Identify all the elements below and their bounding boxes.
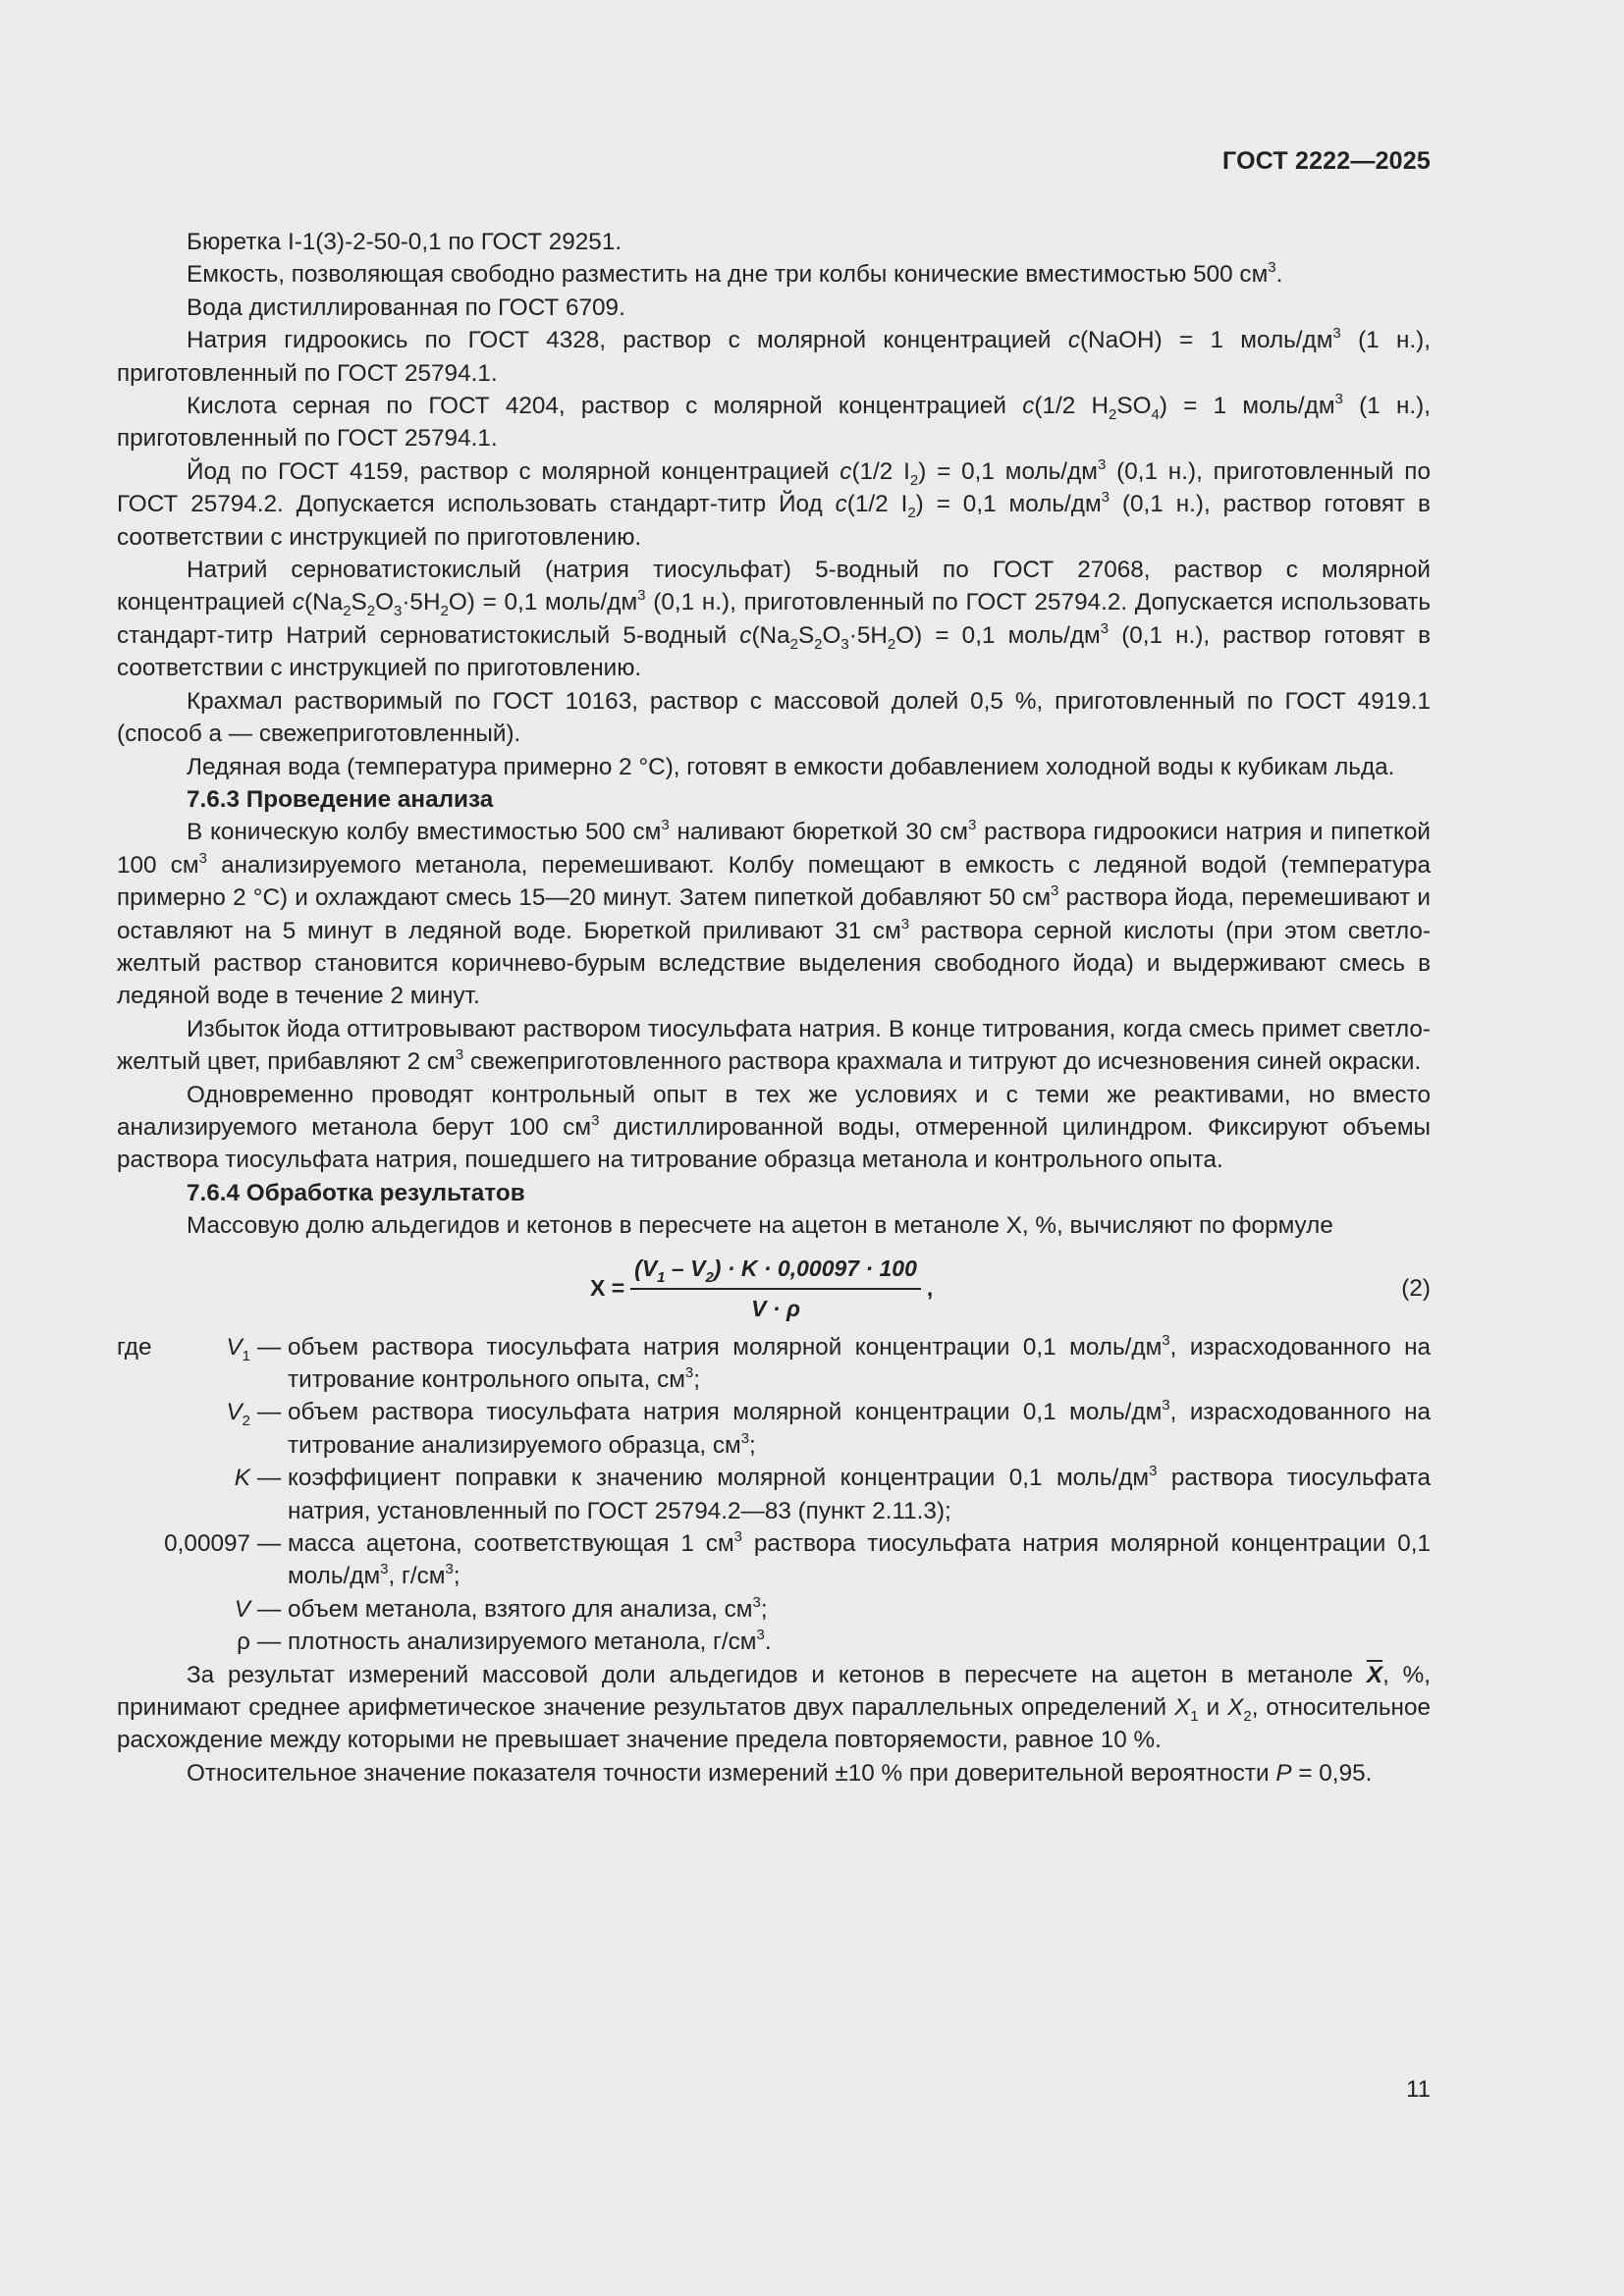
paragraph-accuracy: Относительное значение показателя точности измерений ±10 % при доверительной вероятности P = 0,95. (187, 1759, 1373, 1787)
paragraph-formula-intro: Массовую долю альдегидов и кетонов в пересчете на ацетон в метаноле Х, %, вычисляют по формуле (187, 1212, 1333, 1240)
paragraph-iodine: Йод по ГОСТ 4159, раствор с молярной концентрацией c(1/2 $I_2) = 0,1$ моль/$дм^3$ (0,1 н.), приготовленный по ГОСТ 25794.2. Допускается использовать стандарт-титр Йод c(1/2 $I_2) = 0,1$ моль/$дм^3$ (0,1 н.), раствор готовят в соответствии с инструкцией по приготовлению. (117, 455, 1431, 551)
formula-fraction (630, 1253, 921, 1326)
formula-2 (117, 1253, 1431, 1327)
paragraph-thiosulfate: Натрий серноватистокислый (натрия тиосульфат) 5-водный по ГОСТ 27068, раствор с молярной концентрацией $c(Na_2S_2O_3\cdot 5H_2O) = 0,1$ моль/$дм^3$ (0,1 н.), приготовленный по ГОСТ 25794.2. Допускается использовать стандарт-титр Натрий серноватистокислый 5-водный $c(Na_2S_2O_3\cdot 5H_2O) = 0,1$ моль/$дм^3$ (0,1 н.), раствор готовят в соответствии с инструкцией по приготовлению. (117, 557, 1432, 682)
formula-comma: , (926, 1275, 934, 1302)
variable-legend (117, 1331, 1431, 1659)
legend-row-rho: ρ — плотность анализируемого метанола, $г/см^3$. (237, 1627, 772, 1656)
paragraph-analysis-2: Избыток йода оттитровывают раствором тиосульфата натрия. В конце титрования, когда смесь примет светло-желтый цвет, прибавляют 2 $см^3$ свежеприготовленного раствора крахмала и титруют до исчезновения синей окраски. (117, 1015, 1431, 1076)
paragraph-analysis-1: В коническую колбу вместимостью 500 $см^3$ наливают бюреткой 30 $см^3$ раствора гидроокиси натрия и пипеткой 100 $см^3$ анализируемого метанола, перемешивают. Колбу помещают в емкость с ледяной водой (температура примерно 2 °С) и охлаждают смесь 15—20 минут. Затем пипеткой добавляют 50 $см^3$ раствора йода, перемешивают и оставляют на 5 минут в ледяной воде. Бюреткой приливают 31 $см^3$ раствора серной кислоты (при этом светло-желтый раствор становится коричнево-бурым вследствие выделения свободного йода) и выдерживают смесь в ледяной воде в течение 2 минут. (117, 817, 1431, 1010)
formula-denominator: V · ρ (751, 1296, 800, 1321)
page-number: 11 (1406, 2076, 1431, 2103)
formula-numerator: $(V_1 - V_2) \cdot K \cdot 0,00097 \cdot 100$ (630, 1253, 921, 1290)
paragraph-analysis-3: Одновременно проводят контрольный опыт в тех же условиях и с теми же реактивами, но вместо анализируемого метанола берут 100 $см^3$ дистиллированной воды, отмеренной цилиндром. Фиксируют объемы раствора тиосульфата натрия, пошедшего на титрование образца метанола и контрольного опыта. (117, 1081, 1431, 1174)
formula-lhs: X = (590, 1275, 625, 1302)
formula-expression (590, 1253, 933, 1326)
section-heading-results: 7.6.4 Обработка результатов (187, 1179, 525, 1206)
paragraph-ice-water: Ледяная вода (температура примерно 2 °С), готовят в емкости добавлением холодной воды к кубикам льда. (187, 753, 1395, 780)
paragraph-starch: Крахмал растворимый по ГОСТ 10163, раствор с массовой долей 0,5 %, приготовленный по ГОСТ 4919.1 (способ а — свежеприготовленный). (117, 687, 1431, 748)
paragraph-water: Вода дистиллированная по ГОСТ 6709. (187, 294, 625, 321)
paragraph-vessel: Емкость, позволяющая свободно разместить на дне три колбы конические вместимостью 500 $см^3$. (187, 259, 1283, 289)
document-code: ГОСТ 2222—2025 (1222, 147, 1431, 175)
paragraph-buret: Бюретка I-1(3)-2-50-0,1 по ГОСТ 29251. (187, 229, 623, 255)
equation-number: (2) (1401, 1274, 1431, 1302)
section-heading-analysis: 7.6.3 Проведение анализа (187, 785, 494, 813)
paragraph-naoh: Натрия гидроокись по ГОСТ 4328, раствор с молярной концентрацией c(NaOH) = 1 моль/$дм^3$ (1 н.), приготовленный по ГОСТ 25794.1. (117, 325, 1431, 387)
legend-row-v2: $V_2$ — объем раствора тиосульфата натрия молярной концентрации 0,1 моль/$дм^3$, израсходованного на титрование анализируемого образца, $см^3$; (226, 1397, 1432, 1459)
legend-row-constant: 0,00097 — масса ацетона, соответствующая 1 $см^3$ раствора тиосульфата натрия молярной концентрации 0,1 моль/$дм^3$, $г/см^3$; (164, 1528, 1431, 1590)
legend-row-v: V — объем метанола, взятого для анализа, $см^3$; (234, 1593, 768, 1623)
legend-row-k: K — коэффициент поправки к значению молярной концентрации 0,1 моль/$дм^3$ раствора тиосульфата натрия, установленный по ГОСТ 25794.2—83 (пункт 2.11.3); (234, 1463, 1431, 1524)
document-body (117, 226, 1431, 1789)
legend-row-v1: где $V_1$ — объем раствора тиосульфата натрия молярной концентрации 0,1 моль/$дм^3$, израсходованного на титрование контрольного опыта, $см^3$; (117, 1331, 1432, 1393)
paragraph-result: За результат измерений массовой доли альдегидов и кетонов в пересчете на ацетон в метаноле $\overline{X}$, %, принимают среднее арифметическое значение результатов двух параллельных определений $X_1$ и $X_2$, относительное расхождение между которыми не превышает значение предела повторяемости, равное 10 %. (117, 1661, 1431, 1754)
paragraph-sulfuric-acid: Кислота серная по ГОСТ 4204, раствор с молярной концентрацией c(1/2 $H_2SO_4) = 1$ моль/$дм^3$ (1 н.), приготовленный по ГОСТ 25794.1. (117, 391, 1431, 453)
